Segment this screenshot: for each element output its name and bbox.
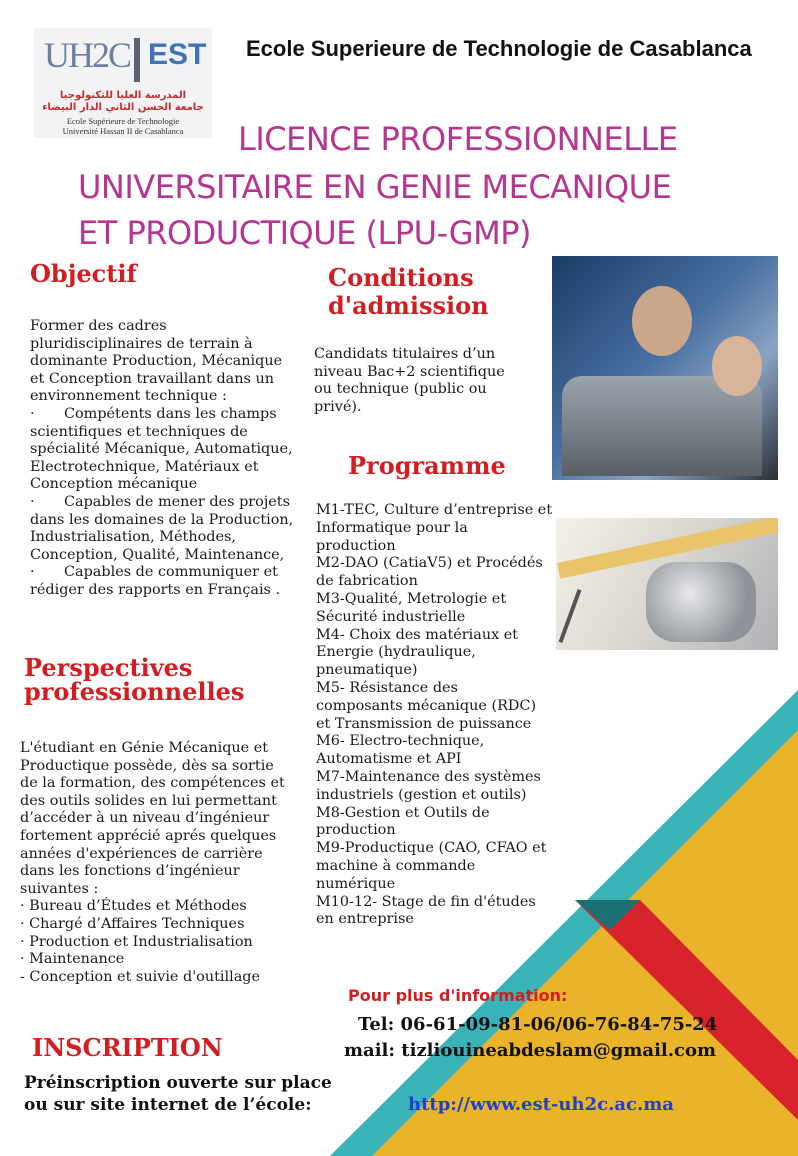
logo-divider xyxy=(134,38,140,82)
objectif-line: et Conception travaillant dans un xyxy=(30,370,275,387)
bullet: · xyxy=(30,493,35,510)
programme-line: M7-Maintenance des systèmes xyxy=(316,768,541,785)
programme-line: Sécurité industrielle xyxy=(316,608,466,625)
objectif-line: Industrialisation, Méthodes, xyxy=(30,529,236,546)
objectif-line: dominante Production, Mécanique xyxy=(30,353,283,370)
inscription-heading: INSCRIPTION xyxy=(32,1033,223,1062)
info-heading: Pour plus d'information: xyxy=(348,986,568,1005)
logo-french-line1: Ecole Supérieure de Technologie xyxy=(66,116,180,126)
objectif-line: environnement technique : xyxy=(30,388,227,405)
career-item: · Maintenance xyxy=(20,951,125,968)
objectif-line: scientifiques et techniques de xyxy=(30,423,248,440)
perspectives-line: dans les fonctions d’ingénieur xyxy=(20,863,240,880)
inscription-line2: ou sur site internet de l’école: xyxy=(24,1095,312,1115)
bullet: · xyxy=(30,564,35,581)
perspectives-line: suivantes : xyxy=(20,880,99,897)
objectif-line: Electrotechnique, Matériaux et xyxy=(30,458,259,475)
programme-line: M4- Choix des matériaux et xyxy=(316,626,519,643)
conditions-line: ou technique (public ou xyxy=(314,381,487,398)
perspectives-line: L'étudiant en Génie Mécanique et xyxy=(20,740,269,756)
programme-heading: Programme xyxy=(348,451,506,480)
logo-french-line2: Université Hassan II de Casablanca xyxy=(62,126,184,136)
perspectives-heading-line2: professionnelles xyxy=(24,677,245,706)
logo-arabic-line1: المدرسة العليا للتكنولوجيا xyxy=(59,90,187,101)
programme-line: M1-TEC, Culture d’entreprise et xyxy=(316,502,553,518)
programme-line: M5- Résistance des xyxy=(316,679,458,696)
programme-line: M2-DAO (CatiaV5) et Procédés xyxy=(316,555,543,572)
objectif-line: Capables de communiquer et xyxy=(64,564,278,581)
programme-body xyxy=(316,502,552,929)
inscription-line1: Préinscription ouverte sur place xyxy=(24,1073,332,1093)
email-address[interactable]: mail: tizliouineabdeslam@gmail.com xyxy=(344,1040,717,1061)
objectif-heading: Objectif xyxy=(30,259,137,288)
conditions-line: privé). xyxy=(314,398,362,415)
career-item: · Bureau d’Études et Méthodes xyxy=(20,898,247,915)
perspectives-body xyxy=(20,740,285,986)
perspectives-heading xyxy=(24,653,245,706)
programme-line: Informatique pour la xyxy=(316,519,468,536)
programme-line: en entreprise xyxy=(316,911,414,928)
programme-line: production xyxy=(316,537,396,554)
mechanical-part-photo xyxy=(556,518,778,650)
programme-line: M3-Qualité, Metrologie et xyxy=(316,590,507,607)
objectif-line: spécialité Mécanique, Automatique, xyxy=(30,441,293,458)
programme-line: M10-12- Stage de fin d'études xyxy=(316,893,536,910)
perspectives-line: des outils solides en lui permettant xyxy=(20,792,277,809)
objectif-line: dans les domaines de la Production, xyxy=(30,511,294,528)
career-item: · Chargé d’Affaires Techniques xyxy=(20,915,245,932)
website-link[interactable]: http://www.est-uh2c.ac.ma xyxy=(408,1094,674,1115)
perspectives-line: de la formation, des compétences et xyxy=(20,775,285,792)
perspectives-line: fortement apprécié aprés quelques xyxy=(20,827,277,844)
logo-arabic-line2: جامعة الحسن الثاني الدار البيضاء xyxy=(42,102,204,113)
programme-line: composants mécanique (RDC) xyxy=(316,697,537,714)
school-logo xyxy=(34,28,212,138)
title-line3: ET PRODUCTIQUE (LPU-GMP) xyxy=(78,214,531,252)
phone-numbers: Tel: 06-61-09-81-06/06-76-84-75-24 xyxy=(358,1014,718,1035)
programme-line: numérique xyxy=(316,875,396,892)
school-name: Ecole Superieure de Technologie de Casablanca xyxy=(246,36,752,61)
programme-line: M9-Productique (CAO, CFAO et xyxy=(316,840,547,857)
objectif-line: rédiger des rapports en Français . xyxy=(30,581,281,598)
logo-est: EST xyxy=(148,38,207,71)
title-line1: LICENCE PROFESSIONNELLE xyxy=(238,120,678,158)
objectif-line: Conception, Qualité, Maintenance, xyxy=(30,546,285,563)
programme-line: production xyxy=(316,822,396,839)
programme-line: M8-Gestion et Outils de xyxy=(316,804,490,821)
programme-line: et Transmission de puissance xyxy=(316,715,532,732)
programme-line: machine à commande xyxy=(316,857,476,874)
conditions-heading-line1: Conditions xyxy=(328,263,474,292)
programme-line: de fabrication xyxy=(316,573,418,590)
inscription-text xyxy=(24,1072,332,1116)
programme-line: pneumatique) xyxy=(316,662,418,679)
conditions-heading-line2: d'admission xyxy=(328,291,489,320)
perspectives-line: années d'expériences de carrière xyxy=(20,845,263,862)
conditions-line: Candidats titulaires d’un xyxy=(314,346,496,362)
objectif-line: Conception mécanique xyxy=(30,476,198,493)
career-item: - Conception et suivie d'outillage xyxy=(20,968,261,985)
objectif-line: Compétents dans les champs xyxy=(64,405,277,422)
objectif-body xyxy=(30,318,293,600)
programme-line: Energie (hydraulique, xyxy=(316,644,476,661)
conditions-body xyxy=(314,346,505,416)
perspectives-line: Productique possède, dès sa sortie xyxy=(20,757,274,774)
conditions-line: niveau Bac+2 scientifique xyxy=(314,363,505,380)
objectif-line: Capables de mener des projets xyxy=(64,493,290,510)
programme-line: Automatisme et API xyxy=(316,751,462,768)
conditions-heading xyxy=(328,264,489,320)
objectif-line: Former des cadres xyxy=(30,318,167,334)
perspectives-line: d’accéder à un niveau d’ingénieur xyxy=(20,810,270,827)
logo-mark: UH2C xyxy=(44,35,131,75)
perspectives-heading-line1: Perspectives xyxy=(24,653,193,682)
title-line2: UNIVERSITAIRE EN GENIE MECANIQUE xyxy=(78,168,672,206)
bullet: · xyxy=(30,405,35,422)
career-item: · Production et Industrialisation xyxy=(20,933,253,950)
programme-line: industriels (gestion et outils) xyxy=(316,786,527,803)
objectif-line: pluridisciplinaires de terrain à xyxy=(30,335,253,352)
programme-line: M6- Electro-technique, xyxy=(316,733,485,750)
engineers-photo xyxy=(552,256,778,480)
